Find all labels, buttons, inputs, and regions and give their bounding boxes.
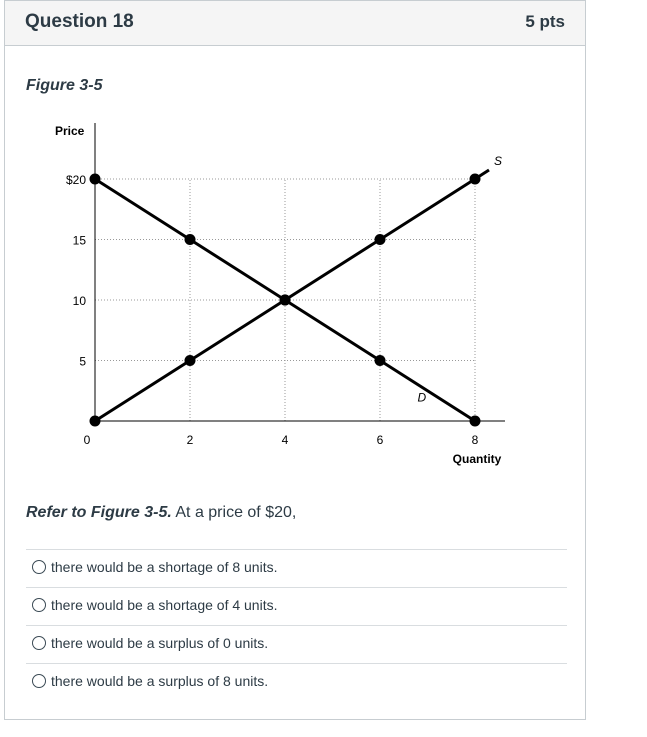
figure-label: Figure 3-5: [26, 77, 103, 94]
data-point-d: [185, 234, 196, 245]
answer-option[interactable]: [26, 549, 567, 587]
figure-reference: Refer to Figure 3-5.: [26, 504, 172, 521]
series-label-d: D: [417, 390, 427, 405]
y-axis-label: Price: [55, 124, 85, 138]
data-point-d: [90, 174, 101, 185]
question-header: [5, 1, 585, 46]
data-point-d: [470, 416, 481, 427]
question-prompt: [26, 504, 296, 522]
answer-label: there would be a shortage of 4 units.: [51, 597, 278, 613]
x-tick-label: 4: [281, 433, 289, 447]
x-tick-label: 2: [186, 433, 194, 447]
radio-button[interactable]: [32, 674, 46, 688]
x-tick-label: 6: [376, 433, 384, 447]
y-tick-label: 5: [79, 354, 86, 369]
answer-label: there would be a shortage of 8 units.: [51, 559, 278, 575]
answer-list: [26, 549, 567, 701]
prompt-text: At a price of $20,: [171, 504, 297, 521]
answer-label: there would be a surplus of 0 units.: [51, 635, 269, 651]
answer-label: there would be a surplus of 8 units.: [51, 673, 269, 689]
data-point-d: [375, 355, 386, 366]
radio-button[interactable]: [32, 598, 46, 612]
y-tick-label: 15: [72, 233, 86, 248]
supply-demand-chart: [45, 119, 515, 469]
answer-option[interactable]: [26, 587, 567, 625]
radio-button[interactable]: [32, 636, 46, 650]
data-point-s: [185, 355, 196, 366]
y-tick-label: 10: [72, 294, 86, 308]
data-point-d: [280, 295, 291, 306]
x-tick-label: 0: [83, 433, 91, 447]
question-title: Question 18: [25, 11, 134, 32]
radio-button[interactable]: [32, 560, 46, 574]
x-axis-label: Quantity: [452, 452, 502, 466]
answer-option[interactable]: [26, 625, 567, 663]
x-tick-label: 8: [471, 433, 479, 447]
question-points: 5 pts: [525, 12, 565, 31]
answer-option[interactable]: [26, 663, 567, 701]
data-point-s: [375, 234, 386, 245]
question-card: [4, 0, 586, 720]
series-label-s: S: [493, 154, 503, 168]
y-tick-label: $20: [65, 173, 86, 187]
data-point-s: [90, 416, 101, 427]
